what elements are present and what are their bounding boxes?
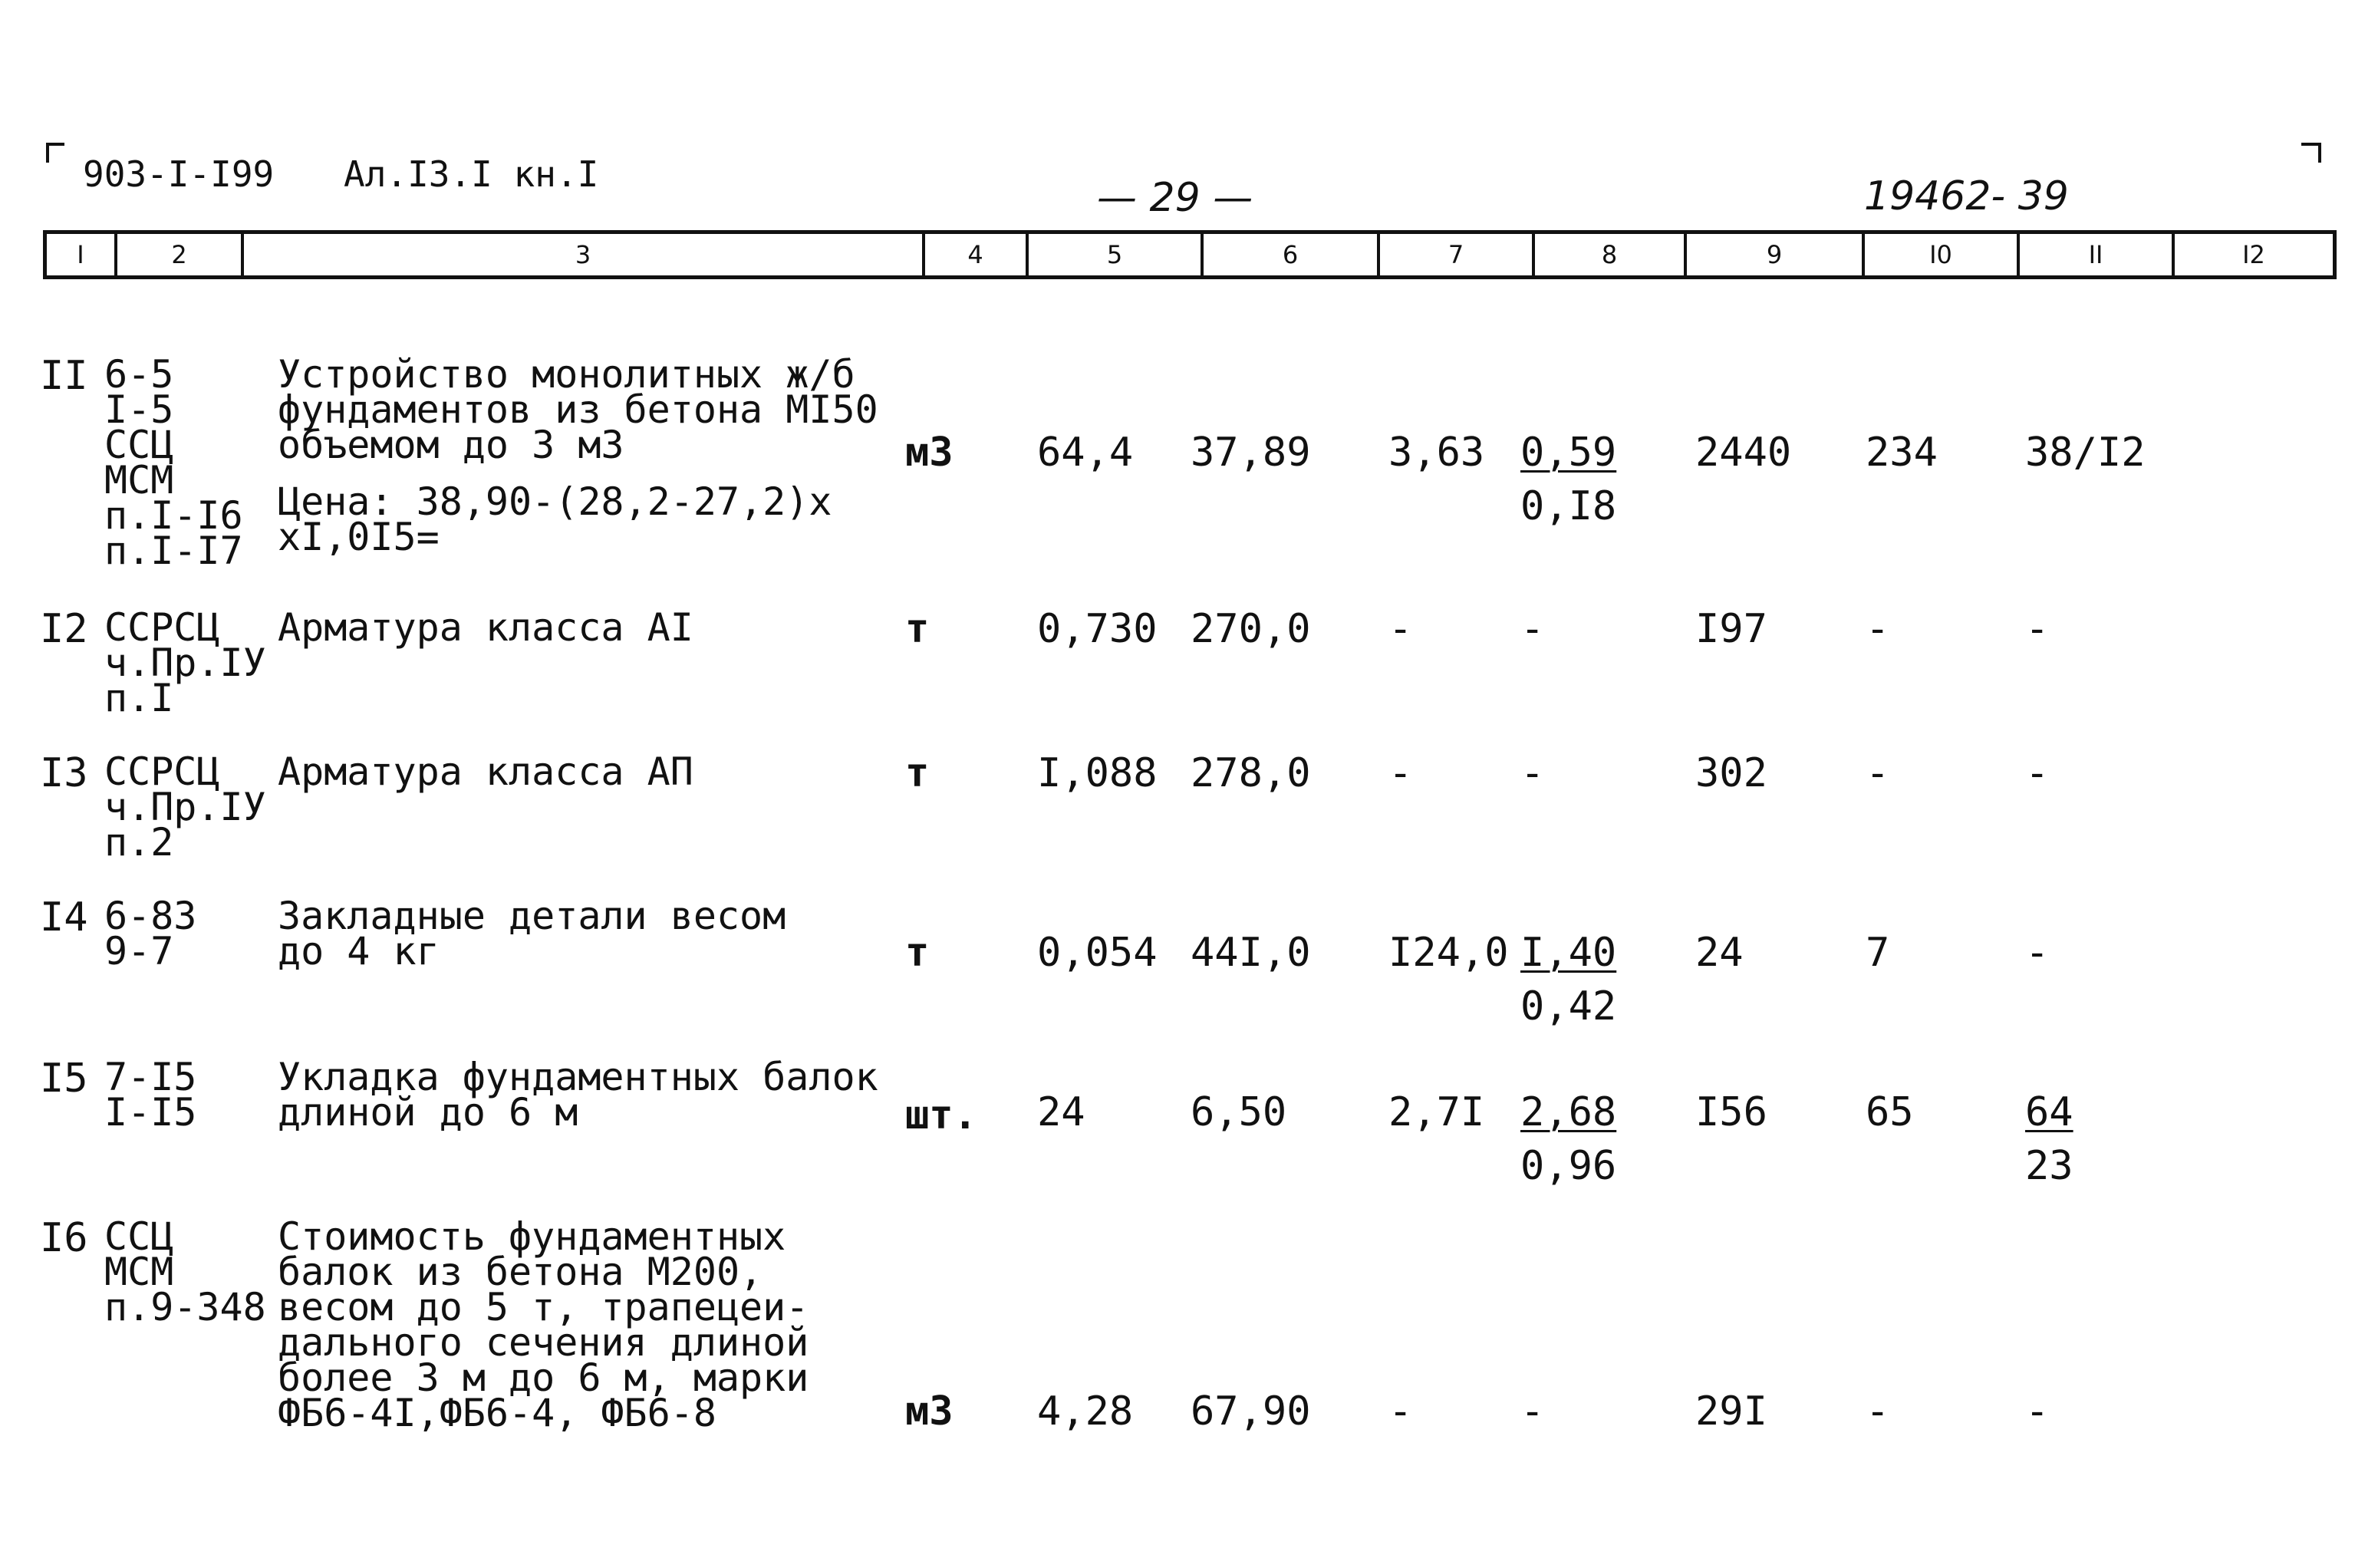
unit: м3 xyxy=(905,1388,954,1435)
cost-col11-top: 64 xyxy=(2025,1089,2073,1135)
cost-col7: I24,0 xyxy=(1388,930,1509,976)
cost-col7: - xyxy=(1388,606,1413,652)
description-line: Закладные детали весом xyxy=(278,894,786,938)
row-number: I5 xyxy=(40,1056,88,1102)
cost-col11: - xyxy=(2025,606,2050,652)
description-line: объемом до 3 м3 xyxy=(278,423,624,467)
unit: т xyxy=(905,930,930,976)
corner-mark-right xyxy=(2301,143,2321,163)
cost-col8-bottom: 0,96 xyxy=(1520,1143,1617,1189)
column-number: II xyxy=(2020,234,2175,275)
cost-col10: 7 xyxy=(1866,930,1890,976)
norm-code-line: п.9-348 xyxy=(104,1285,266,1329)
quantity: 4,28 xyxy=(1037,1388,1134,1435)
norm-code-line: ССЦ xyxy=(104,423,174,467)
column-number: 8 xyxy=(1535,234,1687,275)
cost-col9: I56 xyxy=(1695,1089,1767,1135)
unit: м3 xyxy=(905,430,954,476)
cost-col9: 29I xyxy=(1695,1388,1767,1435)
unit: шт. xyxy=(905,1092,977,1138)
description-line: Устройство монолитных ж/б xyxy=(278,352,855,397)
norm-code-line: п.I-I7 xyxy=(104,529,243,573)
work-description: Арматура класса АП xyxy=(278,749,693,794)
unit: т xyxy=(905,750,930,796)
unit-price: 37,89 xyxy=(1191,430,1311,476)
description-line: длиной до 6 м xyxy=(278,1090,578,1135)
cost-col8: - xyxy=(1520,750,1545,796)
row-number: I3 xyxy=(40,750,88,796)
cost-col8 xyxy=(1520,1085,1616,1193)
cost-col10: - xyxy=(1866,750,1890,796)
column-number: 4 xyxy=(925,234,1029,275)
column-number: I2 xyxy=(2242,240,2265,269)
description-line: Стоимость фундаментных xyxy=(278,1214,786,1259)
norm-code-line: ч.Пр.IУ xyxy=(104,785,266,829)
row-number: I6 xyxy=(40,1215,88,1261)
unit-price: 278,0 xyxy=(1191,750,1311,796)
unit-price: 6,50 xyxy=(1191,1089,1287,1135)
row-number: I2 xyxy=(40,606,88,652)
archive-stamp-number: 19462- 39 xyxy=(1864,173,2069,219)
column-number: I xyxy=(47,234,117,275)
quantity: I,088 xyxy=(1037,750,1158,796)
norm-code-line: п.I xyxy=(104,676,174,720)
corner-mark-left xyxy=(46,143,64,163)
unit-price: 270,0 xyxy=(1191,606,1311,652)
album-reference: Ал.I3.I кн.I xyxy=(344,153,599,195)
description-line: балок из бетона М200, xyxy=(278,1250,763,1294)
price-formula-line: Цена: 38,90-(28,2-27,2)х xyxy=(278,479,832,524)
description-line: Укладка фундаментных балок xyxy=(278,1055,878,1099)
cost-col9: I97 xyxy=(1695,606,1767,652)
quantity: 0,054 xyxy=(1037,930,1158,976)
unit-price: 67,90 xyxy=(1191,1388,1311,1435)
norm-code-line: I-I5 xyxy=(104,1090,197,1135)
norm-code-line: 9-7 xyxy=(104,929,174,973)
cost-col10: 65 xyxy=(1866,1089,1914,1135)
cost-col11 xyxy=(2025,1085,2073,1193)
cost-col8 xyxy=(1520,426,1616,533)
cost-col8-bottom: 0,42 xyxy=(1520,983,1617,1029)
cost-col11-bottom: 23 xyxy=(2025,1143,2073,1189)
norm-code-line: ССЦ xyxy=(104,1214,174,1259)
description-line: до 4 кг xyxy=(278,929,440,973)
description-line: дального сечения длиной xyxy=(278,1320,809,1365)
norm-code-line: 7-I5 xyxy=(104,1055,197,1099)
row-number: II xyxy=(40,353,88,399)
cost-col11: - xyxy=(2025,1388,2050,1435)
norm-code-line: ч.Пр.IУ xyxy=(104,641,266,685)
description-line: более 3 м до 6 м, марки xyxy=(278,1356,809,1400)
column-number: 2 xyxy=(117,234,244,275)
work-description: Арматура класса АI xyxy=(278,605,693,650)
cost-col11: 38/I2 xyxy=(2025,430,2146,476)
cost-col7: 2,7I xyxy=(1388,1089,1485,1135)
column-number: 5 xyxy=(1029,234,1204,275)
cost-col9: 2440 xyxy=(1695,430,1792,476)
quantity: 64,4 xyxy=(1037,430,1134,476)
cost-col11: - xyxy=(2025,930,2050,976)
cost-col10: 234 xyxy=(1866,430,1938,476)
norm-code-line: п.2 xyxy=(104,820,174,865)
cost-col8-bottom: 0,I8 xyxy=(1520,483,1617,529)
norm-code-line: ССРСЦ xyxy=(104,605,220,650)
cost-col8-top: 0,59 xyxy=(1520,430,1617,476)
quantity: 24 xyxy=(1037,1089,1085,1135)
description-line: фундаментов из бетона МI50 xyxy=(278,387,878,432)
cost-col8-top: I,40 xyxy=(1520,930,1617,976)
cost-col8 xyxy=(1520,926,1616,1033)
cost-col7: - xyxy=(1388,1388,1413,1435)
unit: т xyxy=(905,606,930,652)
norm-code-line: п.I-I6 xyxy=(104,493,243,538)
norm-code-line: ССРСЦ xyxy=(104,749,220,794)
row-number: I4 xyxy=(40,894,88,940)
column-number: 7 xyxy=(1380,234,1535,275)
quantity: 0,730 xyxy=(1037,606,1158,652)
cost-col8: - xyxy=(1520,1388,1545,1435)
cost-col7: - xyxy=(1388,750,1413,796)
column-number: 3 xyxy=(244,234,925,275)
cost-col7: 3,63 xyxy=(1388,430,1485,476)
description-line: весом до 5 т, трапецеи- xyxy=(278,1285,809,1329)
cost-col10: - xyxy=(1866,1388,1890,1435)
cost-col8: - xyxy=(1520,606,1545,652)
norm-code-line: 6-5 xyxy=(104,352,174,397)
cost-col9: 302 xyxy=(1695,750,1767,796)
unit-price: 44I,0 xyxy=(1191,930,1311,976)
norm-code-line: 6-83 xyxy=(104,894,197,938)
document-code: 903-I-I99 xyxy=(83,153,275,195)
price-formula-line: хI,0I5= xyxy=(278,515,440,559)
column-number: I0 xyxy=(1865,234,2020,275)
norm-code-line: МСМ xyxy=(104,1250,174,1294)
column-number: 9 xyxy=(1687,234,1865,275)
column-number: 6 xyxy=(1204,234,1380,275)
norm-code-line: МСМ xyxy=(104,458,174,502)
cost-col10: - xyxy=(1866,606,1890,652)
norm-code-line: I-5 xyxy=(104,387,174,432)
description-line: ФБ6-4I,ФБ6-4, ФБ6-8 xyxy=(278,1391,716,1435)
cost-col11: - xyxy=(2025,750,2050,796)
page-number: — 29 — xyxy=(1097,175,1253,221)
cost-col8-top: 2,68 xyxy=(1520,1089,1617,1135)
cost-col9: 24 xyxy=(1695,930,1744,976)
column-number-bar xyxy=(43,230,2337,279)
